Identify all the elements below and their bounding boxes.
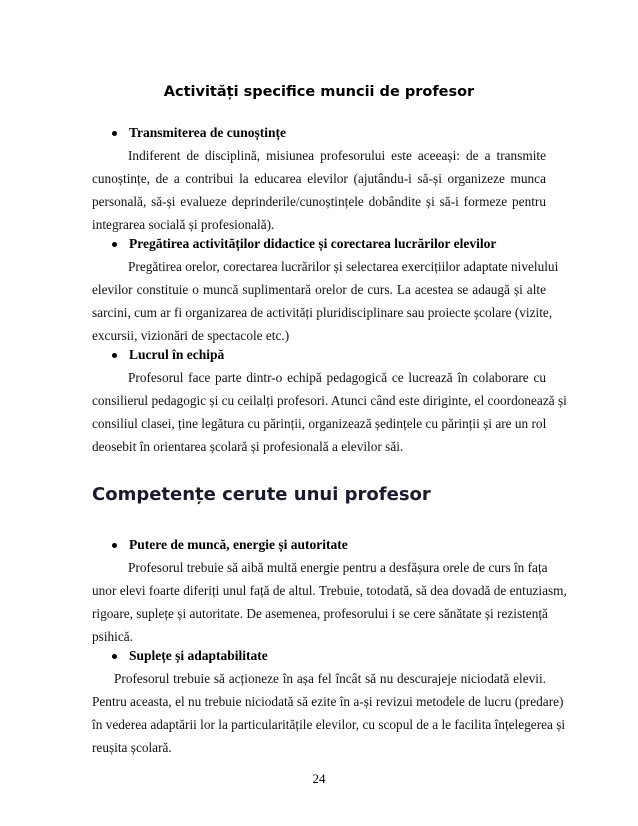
- paragraph-line: consilierul pedagogic și cu ceilalți profesori. Atunci când este diriginte, el coordonează și: [92, 393, 567, 408]
- paragraph-preparation: [92, 255, 559, 347]
- paragraph-line: Profesorul trebuie să aibă multă energie pentru a desfășura orele de curs în fața: [128, 560, 548, 575]
- bullet-heading-label: Lucrul în echipă: [129, 347, 225, 362]
- bullet-icon: [112, 654, 117, 659]
- paragraph-line: rigoare, suplețe și autoritate. De asemenea, profesorului i se cere sănătate și rezistență: [92, 606, 548, 621]
- page-title: Activități specifice muncii de profesor: [163, 84, 475, 100]
- paragraph-energy: [92, 556, 567, 648]
- bullet-heading-label: Putere de muncă, energie și autoritate: [129, 537, 348, 552]
- bullet-heading-adaptability: [112, 648, 268, 664]
- bullet-icon: [112, 353, 117, 358]
- paragraph-line: Profesorul face parte dintr-o echipă pedagogică ce lucrează în colaborare cu: [128, 370, 546, 385]
- paragraph-line: Profesorul trebuie să acționeze în așa fel încât să nu descurajeje niciodată elevii.: [114, 671, 546, 686]
- paragraph-line: Indiferent de disciplină, misiunea profesorului este aceeași: de a transmite: [128, 148, 546, 163]
- paragraph-adaptability: [92, 667, 566, 759]
- bullet-heading-preparation: [112, 236, 496, 252]
- paragraph-line: reușita școlară.: [92, 740, 172, 755]
- bullet-icon: [112, 242, 117, 247]
- bullet-heading-label: Pregătirea activităților didactice și corectarea lucrărilor elevilor: [129, 236, 497, 251]
- paragraph-line: cunoștințe, de a contribui la educarea elevilor (ajutându-i să-și organizeze munca: [92, 171, 546, 186]
- paragraph-line: Pentru aceasta, el nu trebuie niciodată să ezite în a-și revizui metodele de lucru (predare): [92, 694, 564, 709]
- paragraph-line: Pregătirea orelor, corectarea lucrărilor și selectarea exercițiilor adaptate nivelului: [128, 259, 559, 274]
- bullet-heading-label: Suplețe și adaptabilitate: [129, 648, 268, 663]
- paragraph-line: psihică.: [92, 629, 133, 644]
- bullet-icon: [112, 543, 117, 548]
- bullet-heading-label: Transmiterea de cunoștințe: [129, 125, 286, 140]
- bullet-heading-teamwork: [112, 347, 224, 363]
- paragraph-line: sarcini, cum ar fi organizarea de activități pluridisciplinare sau proiecte școlare (vizite,: [92, 305, 553, 320]
- paragraph-line: unor elevi foarte diferiți unul față de altul. Trebuie, totodată, să dea dovadă de entuziasm,: [92, 583, 567, 598]
- paragraph-knowledge: [92, 144, 546, 236]
- bullet-heading-knowledge: [112, 125, 286, 141]
- section-heading: Competențe cerute unui profesor: [92, 484, 431, 505]
- paragraph-line: elevilor constituie o muncă suplimentară orelor de curs. La acestea se adaugă și alte: [92, 282, 546, 297]
- paragraph-line: deosebit în orientarea școlară și profesională a elevilor săi.: [92, 439, 404, 454]
- paragraph-line: în vederea adaptării lor la particularitățile elevilor, cu scopul de a le facilita înțelegerea și: [92, 717, 566, 732]
- paragraph-line: consiliul clasei, ține legătura cu părinții, organizează ședințele cu părinții și are un rol: [92, 416, 547, 431]
- bullet-icon: [112, 131, 117, 136]
- bullet-heading-energy: [112, 537, 348, 553]
- page-number: 24: [312, 771, 326, 786]
- paragraph-teamwork: [92, 366, 567, 458]
- paragraph-line: integrarea socială și profesională).: [92, 217, 275, 232]
- paragraph-line: excursii, vizionări de spectacole etc.): [92, 328, 290, 343]
- paragraph-line: personală, să-și evalueze deprinderile/cunoștințele dobândite și să-i formeze pentru: [92, 194, 546, 209]
